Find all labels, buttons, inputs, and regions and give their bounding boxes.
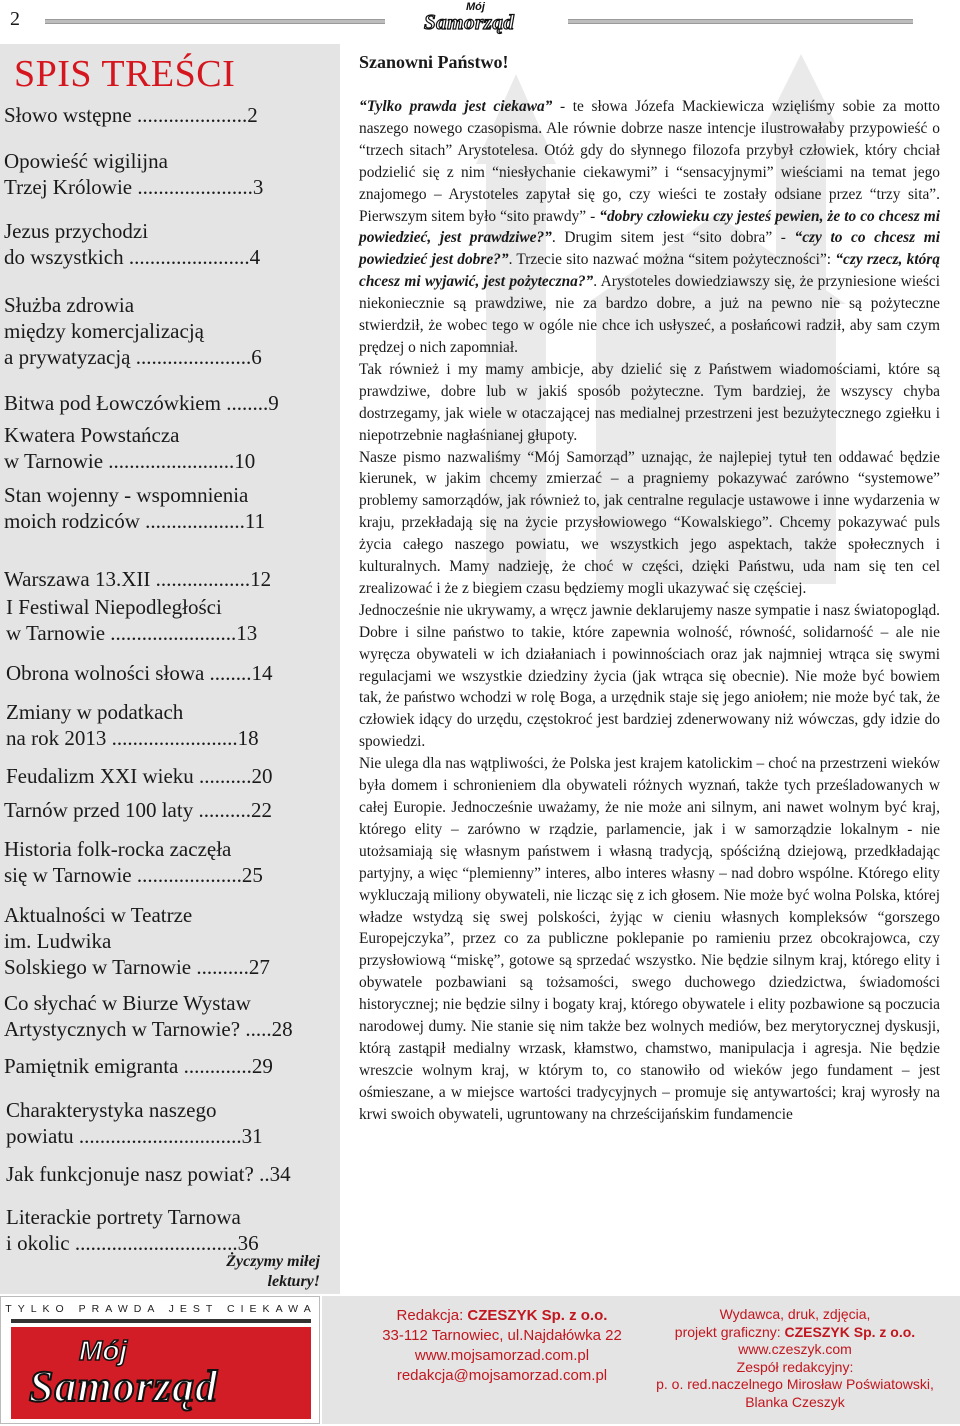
editorial-address: 33-112 Tarnowiec, ul.Najdałówka 22	[382, 1327, 622, 1344]
editorial-company: CZESZYK Sp. z o.o.	[467, 1307, 608, 1324]
header-rule-left	[45, 19, 385, 24]
toc-closing-line2: lektury!	[267, 1273, 320, 1290]
toc-entry-line: Kwatera Powstańcza	[4, 423, 180, 447]
toc-closing-line1: Życzymy miłej	[226, 1253, 320, 1270]
article-body	[359, 96, 940, 1126]
paragraph-3: Nasze pismo nazwaliśmy “Mój Samorząd” uznając, że najlepiej tytuł ten oddawać będzie kierunek, w jakim chcemy zmierzać – a pragniemy pokazywać zarówno “systemowe” problemy samorządów, jak również to, jak centralne regulacje ustawowe i inne wydarzenia w kraju, przekładają się na życie przysłowiowego “Kowalskiego”. Chcemy pokazywać puls życia całego naszego powiatu, we wszystkich jego aspektach, także społecznych i kulturalnych. Mamy nadzieję, że choć w części, dzięki Państwu, uda nam się ten cel zrealizować i że z biegiem czasu będziemy mogli ukazywać się częściej.	[359, 448, 940, 597]
toc-entry-line: a prywatyzacją ......................6	[4, 345, 262, 369]
publisher-line1: Wydawca, druk, zdjęcia,	[719, 1306, 871, 1322]
toc-entry-line: Pamiętnik emigranta .............29	[4, 1054, 273, 1078]
paragraph-1-text4: . Arystoteles dowiedziawszy się, że przyniesione wieści niekoniecznie są prawdziwe, nie za bardzo dobre, a już na pewno nie są pożyteczne stwierdził, że wobec tego w ogóle nie chce ich usłyszeć, a posłańcowi radził, aby sam czym prędzej o nich zapomniał.	[359, 273, 940, 356]
toc-entry-line: Bitwa pod Łowczówkiem ........9	[4, 391, 279, 415]
toc-entry-line: w Tarnowie ........................10	[4, 449, 256, 473]
header-logo-main: Samorząd	[424, 10, 515, 34]
greeting: Szanowni Państwo!	[359, 52, 509, 72]
toc-entry[interactable]	[6, 660, 336, 686]
footer-tagline: TYLKO PRAWDA JEST CIEKAWA	[5, 1303, 317, 1315]
motto-quote: “Tylko prawda jest ciekawa”	[359, 98, 553, 115]
toc-entry-line: w Tarnowie ........................13	[6, 621, 258, 645]
paragraph-2: Tak również i my mamy ambicje, aby dzielić się z Państwem wiadomościami, które są prawdziwe, dobre lub w jakiś sposób pożyteczne. Tym bardziej, że wszyscy chyba dostrzegamy, jak wiele w otaczającej nas medialnej przestrzeni jest bezużytecznego zgiełku i niepotrzebnie nagłaśnianej głupoty.	[359, 360, 940, 444]
toc-entry-line: Historia folk-rocka zaczęła	[4, 837, 232, 861]
publisher-company: CZESZYK Sp. z o.o.	[784, 1323, 916, 1340]
toc-entry-line: Służba zdrowia	[4, 293, 135, 317]
toc-entry-line: Aktualności w Teatrze	[4, 903, 193, 927]
team-member: Blanka Czeszyk	[745, 1393, 845, 1410]
toc-entry-line: I Festiwal Niepodległości	[6, 595, 222, 619]
toc-entry[interactable]	[4, 292, 334, 370]
toc-title: SPIS TREŚCI	[14, 53, 236, 95]
editorial-email[interactable]: redakcja@mojsamorzad.com.pl	[396, 1367, 608, 1384]
publisher-label: projekt graficzny:	[674, 1323, 785, 1340]
toc-entry-line: Feudalizm XXI wieku ..........20	[6, 764, 273, 788]
toc-entry-line: do wszystkich .......................4	[4, 245, 261, 269]
toc-entry-line: Trzej Królowie ......................3	[4, 175, 264, 199]
footer-logo-top: Mój	[79, 1335, 128, 1366]
editorial-website[interactable]: www.mojsamorzad.com.pl	[414, 1347, 590, 1364]
toc-entry[interactable]	[4, 422, 334, 474]
toc-entry[interactable]	[6, 699, 336, 751]
footer-info	[322, 1296, 960, 1424]
page-footer	[0, 1296, 960, 1426]
toc-entry[interactable]	[4, 566, 334, 592]
toc-entry[interactable]	[4, 218, 334, 270]
footer-logo-panel	[0, 1296, 320, 1424]
page-number: 2	[10, 8, 20, 30]
footer-logo-main: Samorząd	[29, 1362, 218, 1411]
publisher-line2	[640, 1324, 950, 1342]
toc-entry-line: i okolic ...............................36	[6, 1231, 259, 1255]
toc-entry-line: Solskiego w Tarnowie ..........27	[4, 955, 270, 979]
toc-entry-line: się w Tarnowie ....................25	[4, 863, 263, 887]
quote-good: “czy to co chcesz mi powiedzieć jest dobre?”	[359, 229, 940, 269]
toc-entry[interactable]	[4, 902, 334, 980]
quote-truth: “dobry człowieku czy jesteś pewien, że to co chcesz mi powiedzieć, jest prawdziwe?”	[359, 207, 940, 247]
toc-entry[interactable]	[6, 1097, 336, 1149]
paragraph-1-text: - te słowa Józefa Mackiewicza wzięliśmy sobie za motto naszego nowego czasopisma. Ale równie dobrze nasze intencje ilustrowałaby przypowieść o “trzech sitach” Arystotelesa. Otóż gdy do słynnego filozofa przybył człowiek, który chciał podzielić się z nim “niesłychanie ciekawymi” i “sensacyjnymi” wieściami na temat jego znajomego – Arystoteles zapytał się go, czy wieści te zostały odsiane przez “trzy sita”. Pierwszym sitem było “sito prawdy” -	[359, 98, 940, 225]
toc-entry-line: Tarnów przed 100 laty ..........22	[4, 798, 272, 822]
toc-closing	[200, 1252, 320, 1292]
toc-entry[interactable]	[4, 102, 334, 128]
toc-entry-line: Literackie portrety Tarnowa	[6, 1205, 241, 1229]
header-rule-right	[568, 19, 913, 24]
paragraph-4: Jednocześnie nie ukrywamy, a wręcz jawnie deklarujemy nasze sympatie i nasz światopogląd. Dobre i silne państwo to takie, które zapewnia wolność, równość, solidarność – ale nie wyręcza obywateli w ich działaniach i powinnościach oraz jak najmniej wtrąca się swymi regulacjami we wszystkie dziedziny życia (jak wtrąca się obecnie). Nie może być bowiem tak, że państwo wchodzi w rolę Boga, a urzędnik staje się jego aniołem; nie może być tak, że człowiek idący do urzędu, częstokroć jest bardziej zdenerwowany niż wówczas, gdy idzie do spowiedzi.	[359, 601, 940, 751]
footer-tag-rule	[11, 1319, 311, 1323]
publisher-website[interactable]: www.czeszyk.com	[738, 1341, 852, 1357]
header-logo	[424, 1, 544, 34]
footer-publisher	[640, 1306, 950, 1411]
footer-editorial-contact	[352, 1306, 652, 1386]
toc-entry-line: Jak funkcjonuje nasz powiat? ..34	[6, 1162, 291, 1186]
paragraph-1-text2: . Drugim sitem jest “sito dobra” -	[551, 229, 795, 247]
header-logo-top: Mój	[466, 1, 485, 13]
toc-entry-line: Słowo wstępne .....................2	[4, 103, 258, 127]
quote-useful: “czy rzecz, którą chcesz mi wyjawić, jest pożyteczna?”	[359, 251, 940, 291]
paragraph-1	[359, 96, 940, 359]
paragraph-5: Nie ulega dla nas wątpliwości, że Polska jest krajem katolickim – choć na przestrzeni wieków była domem i schronieniem dla obywateli różnych wyznań, także tych prześladowanych w całej Europie. Jednocześnie uważamy, że nie może ani silnym, ani nawet wolnym być kraj, którego elity – zarówno w rządzie, parlamencie, jak i w samorządzie lokalnym - nie utożsamiają się własnym państwem i własną tradycją, spóściźną dziejową, przedkładając partyjny, a więc “plemienny” interes, albo interes własny – nad dobro wspólne. Którego elity wykluczają miliony obywateli, nie licząc się z ich głosem. Nie może być wolna Polska, której władze wstydzą się swej polskości, żyjąc w cieniu własnych kompleksów “gorszego Europejczyka”, przez co za publiczne poklepanie po ramieniu przez obcokrajowca, czy przysłowiową “miskę”, gotowe są sprzedać wszystko. Nie będzie silnym kraj, którego elity i obywatele pozbawiani są tożsamości, swego duchowego dziedzictwa, świadomości historycznej; nie będzie silny i bogaty kraj, którego obywatele i elity pozbawione są poczucia narodowej dumy. Nie stanie się nim także bez wolnych mediów, bez merytorycznej dyskusji, którą zastąpił medialny wrzask, kłamstwo, chamstwo, manipulacja i agresja. Nie będzie wreszcie wolnym kraj, w którym to, co stanowiło od wieków jego fundament – jest ośmieszane, a w miejsce wartości tradycyjnych – promuje się antywartości; kraj wyrosły na krwi swoich obywateli, ugruntowany na chrześcijańskim fundamencie	[359, 755, 940, 1123]
toc-entry[interactable]	[4, 482, 334, 534]
toc-entry-line: Stan wojenny - wspomnienia	[4, 483, 249, 507]
toc-entry-line: im. Ludwika	[4, 929, 112, 953]
toc-entry-line: Warszawa 13.XII ..................12	[4, 567, 272, 591]
editorial-office	[352, 1306, 652, 1326]
team-label: Zespół redakcyjny:	[736, 1358, 854, 1375]
toc-entry-line: Zmiany w podatkach	[6, 700, 184, 724]
toc-entry[interactable]	[4, 797, 334, 823]
toc-entry[interactable]	[6, 1204, 336, 1256]
toc-entry-line: Charakterystyka naszego	[6, 1098, 217, 1122]
toc-entry-line: między komercjalizacją	[4, 319, 204, 343]
page-header	[0, 0, 960, 42]
toc-entry-line: moich rodziców ...................11	[4, 509, 266, 533]
toc-entry[interactable]	[4, 148, 334, 200]
toc-entry[interactable]	[6, 594, 336, 646]
toc-entry-line: Opowieść wigilijna	[4, 149, 168, 173]
table-of-contents	[0, 44, 340, 1294]
toc-entry[interactable]	[4, 1053, 334, 1079]
toc-entry[interactable]	[6, 763, 336, 789]
toc-entry-line: Artystycznych w Tarnowie? .....28	[4, 1017, 293, 1041]
toc-entry-line: Co słychać w Biurze Wystaw	[4, 991, 251, 1015]
toc-entry[interactable]	[4, 390, 334, 416]
footer-logo-banner	[11, 1327, 311, 1419]
toc-entry-line: Jezus przychodzi	[4, 219, 149, 243]
team-editor: p. o. red.naczelnego Mirosław Poświatowski,	[656, 1376, 934, 1392]
toc-entry[interactable]	[4, 990, 334, 1042]
toc-entry-line: na rok 2013 ........................18	[6, 726, 259, 750]
toc-entry[interactable]	[6, 1161, 336, 1187]
toc-entry[interactable]	[4, 836, 334, 888]
paragraph-1-text3: . Trzecie sito nazwać można “sitem pożyteczności”:	[508, 251, 836, 269]
toc-entry-line: powiatu ...............................31	[6, 1124, 263, 1148]
editorial-label: Redakcja:	[396, 1307, 468, 1324]
toc-entry-line: Obrona wolności słowa ........14	[6, 661, 273, 685]
editorial-article	[346, 44, 952, 1294]
